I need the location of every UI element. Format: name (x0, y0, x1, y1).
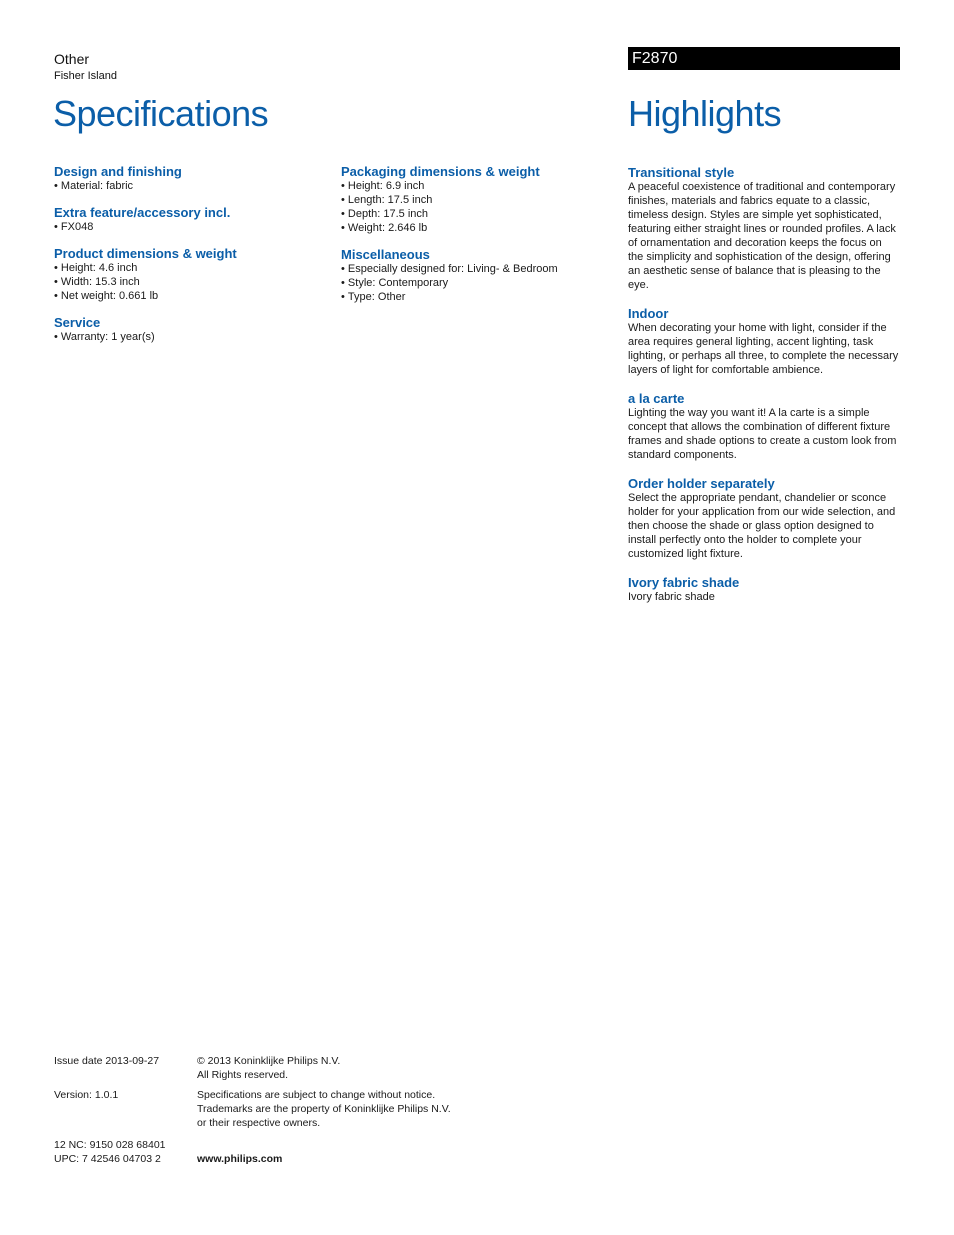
highlight-ivory-fabric-shade (628, 575, 900, 604)
spec-list (54, 261, 326, 303)
spec-list (341, 262, 613, 304)
spec-item: • Type: Other (341, 290, 613, 304)
spec-item: • Net weight: 0.661 lb (54, 289, 326, 303)
spec-list (54, 179, 326, 193)
spec-section-heading: Extra feature/accessory incl. (54, 205, 231, 220)
spec-section-extra-feature-accessory-incl (54, 205, 326, 234)
model-badge: F2870 (628, 47, 900, 70)
website-link[interactable]: www.philips.com (197, 1153, 283, 1165)
highlights-title: Highlights (628, 93, 782, 134)
spec-item: • Width: 15.3 inch (54, 275, 326, 289)
spec-list (54, 220, 326, 234)
spec-item: • Height: 6.9 inch (341, 179, 613, 193)
spec-item: • Weight: 2.646 lb (341, 221, 613, 235)
copyright-line-2: All Rights reserved. (197, 1069, 289, 1081)
highlight-heading: Order holder separately (628, 476, 775, 491)
notice-line-2: Trademarks are the property of Koninklijke Philips N.V. (197, 1103, 451, 1115)
version: Version: 1.0.1 (54, 1089, 119, 1101)
spec-section-packaging-dimensions-weight (341, 164, 613, 235)
spec-item: • Depth: 17.5 inch (341, 207, 613, 221)
spec-section-heading: Product dimensions & weight (54, 246, 237, 261)
spec-section-heading: Service (54, 315, 101, 330)
spec-list (54, 330, 326, 344)
spec-item: • Warranty: 1 year(s) (54, 330, 326, 344)
spec-item: • FX048 (54, 220, 326, 234)
spec-item: • Material: fabric (54, 179, 326, 193)
highlight-a-la-carte (628, 391, 900, 462)
notice-line-1: Specifications are subject to change without notice. (197, 1089, 436, 1101)
highlight-text: Ivory fabric shade (628, 591, 715, 603)
highlight-text: When decorating your home with light, consider if the area requires general lighting, accent lighting, task lighting, or perhaps all three, to complete the necessary layers of light for comfortable ambience. (628, 322, 899, 376)
specifications-column-a (54, 164, 326, 356)
highlight-text: Select the appropriate pendant, chandelier or sconce holder for your application from our wide selection, and then choose the shade or glass option designed to install perfectly onto the holder to complete your customized light fixture. (628, 492, 896, 560)
highlight-transitional-style (628, 165, 900, 292)
highlight-heading: Ivory fabric shade (628, 575, 740, 590)
highlight-text: A peaceful coexistence of traditional and contemporary finishes, materials and fabrics equate to a classic, timeless design. Styles are simple yet sophisticated, featuring either straight lines or rounded profiles. A lack of ornamentation and decoration keeps the focus on the simplicity and sophistication of the design, offering an aesthetic sense of balance that is pleasing to the eye. (628, 181, 896, 291)
spec-item: • Length: 17.5 inch (341, 193, 613, 207)
issue-date: Issue date 2013-09-27 (54, 1055, 160, 1067)
specifications-column-b (341, 164, 613, 316)
specifications-title: Specifications (53, 93, 269, 134)
spec-section-design-and-finishing (54, 164, 326, 193)
nc-number: 12 NC: 9150 028 68401 (54, 1139, 166, 1151)
spec-section-heading: Packaging dimensions & weight (341, 164, 540, 179)
spec-section-service (54, 315, 326, 344)
spec-item: • Especially designed for: Living- & Bedroom (341, 262, 613, 276)
notice-line-3: or their respective owners. (197, 1117, 321, 1129)
highlight-order-holder-separately (628, 476, 900, 561)
spec-item: • Height: 4.6 inch (54, 261, 326, 275)
highlight-heading: a la carte (628, 391, 685, 406)
highlight-heading: Indoor (628, 306, 669, 321)
spec-list (341, 179, 613, 235)
spec-item: • Style: Contemporary (341, 276, 613, 290)
highlight-text: Lighting the way you want it! A la carte is a simple concept that allows the combination of different fixture frames and shade options to create a custom look from standard components. (628, 407, 897, 461)
copyright-line-1: © 2013 Koninklijke Philips N.V. (197, 1055, 341, 1067)
upc-number: UPC: 7 42546 04703 2 (54, 1153, 161, 1165)
highlight-indoor (628, 306, 900, 377)
spec-section-heading: Miscellaneous (341, 247, 430, 262)
highlights-column (628, 165, 900, 618)
highlight-heading: Transitional style (628, 165, 735, 180)
spec-section-heading: Design and finishing (54, 164, 182, 179)
product-subtitle: Fisher Island (54, 70, 117, 82)
spec-section-miscellaneous (341, 247, 613, 304)
spec-section-product-dimensions-weight (54, 246, 326, 303)
product-category: Other (54, 51, 90, 67)
